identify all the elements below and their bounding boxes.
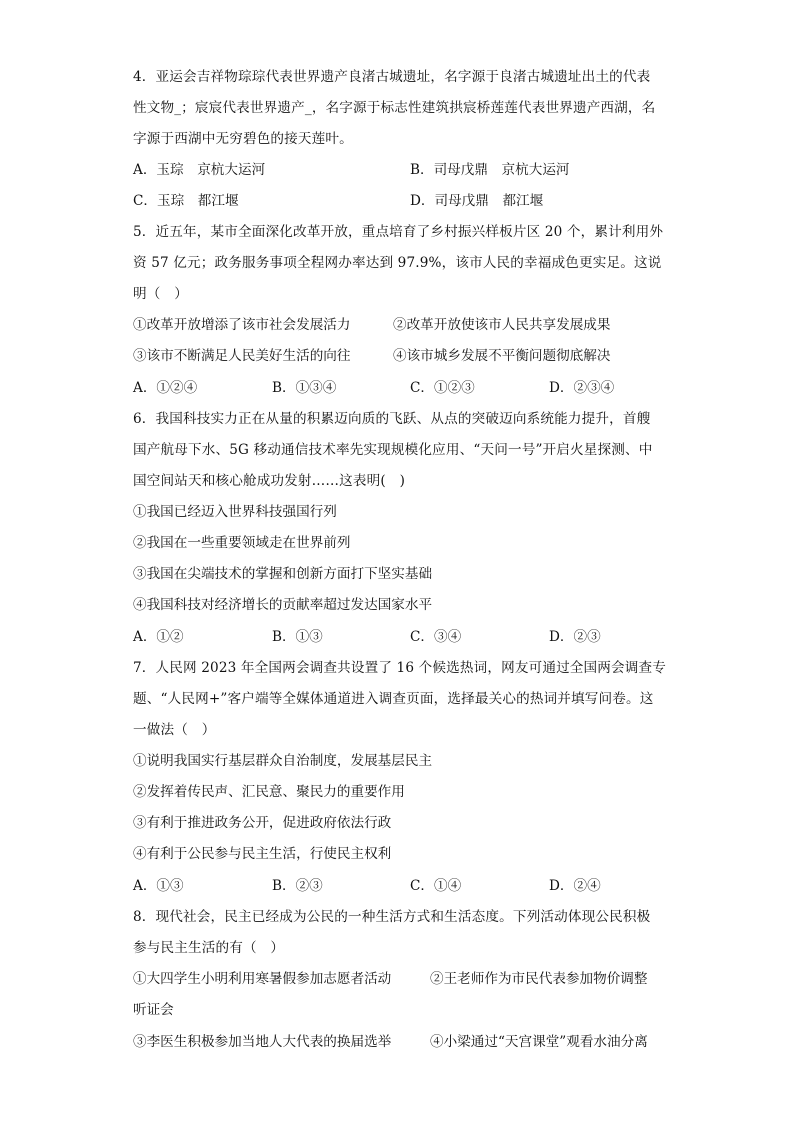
q8-statement-2: ②王老师作为市民代表参加物价调整 bbox=[430, 971, 648, 987]
q5-option-a[interactable]: A．①②④ bbox=[133, 380, 198, 396]
q4-option-b[interactable]: B．司母戊鼎 京杭大运河 bbox=[410, 162, 570, 178]
q6-stem-line-1: 6．我国科技实力正在从量的积累迈向质的飞跃、从点的突破迈向系统能力提升，首艘 bbox=[133, 411, 651, 427]
q6-option-c[interactable]: C．③④ bbox=[410, 629, 462, 645]
q5-statement-1: ①改革开放增添了该市社会发展活力 bbox=[133, 317, 351, 333]
q5-option-b[interactable]: B．①③④ bbox=[272, 380, 337, 396]
q7-statement-3: ③有利于推进政务公开，促进政府依法行政 bbox=[133, 815, 392, 831]
q7-statement-1: ①说明我国实行基层群众自治制度，发展基层民主 bbox=[133, 753, 433, 769]
q7-option-d[interactable]: D．②④ bbox=[549, 878, 601, 894]
q6-option-d[interactable]: D．②③ bbox=[549, 629, 601, 645]
q4-stem-line-2: 性文物_；宸宸代表世界遗产_，名字源于标志性建筑拱宸桥莲莲代表世界遗产西湖，名 bbox=[133, 100, 656, 116]
q5-stem-line-3: 明（ ） bbox=[133, 286, 188, 302]
q5-stem-line-1: 5．近五年，某市全面深化改革开放，重点培育了乡村振兴样板片区 20 个，累计利用外 bbox=[133, 224, 664, 240]
q5-statement-4: ④该市城乡发展不平衡问题彻底解决 bbox=[393, 348, 611, 364]
q8-stem-line-1: 8．现代社会，民主已经成为公民的一种生活方式和生活态度。下列活动体现公民积极 bbox=[133, 909, 651, 925]
q6-option-a[interactable]: A．①② bbox=[133, 629, 184, 645]
q5-option-d[interactable]: D．②③④ bbox=[549, 380, 615, 396]
q6-statement-4: ④我国科技对经济增长的贡献率超过发达国家水平 bbox=[133, 597, 433, 613]
q6-statement-2: ②我国在一些重要领域走在世界前列 bbox=[133, 535, 351, 551]
q8-stem-line-2: 参与民主生活的有（ ） bbox=[133, 940, 285, 956]
q8-statement-2-continued: 听证会 bbox=[133, 1002, 174, 1018]
q6-statement-3: ③我国在尖端技术的掌握和创新方面打下坚实基础 bbox=[133, 566, 433, 582]
q4-stem-line-3: 字源于西湖中无穷碧色的接天莲叶。 bbox=[133, 131, 353, 147]
q4-option-a[interactable]: A．玉琮 京杭大运河 bbox=[133, 162, 266, 178]
q7-statement-2: ②发挥着传民声、汇民意、聚民力的重要作用 bbox=[133, 784, 405, 800]
q8-statement-1: ①大四学生小明利用寒暑假参加志愿者活动 bbox=[133, 971, 392, 987]
q7-option-b[interactable]: B．②③ bbox=[272, 878, 323, 894]
q5-statement-2: ②改革开放使该市人民共享发展成果 bbox=[393, 317, 611, 333]
q4-option-c[interactable]: C．玉琮 都江堰 bbox=[133, 193, 239, 209]
q5-stem-line-2: 资 57 亿元；政务服务事项全程网办率达到 97.9%，该市人民的幸福成色更实足。这说 bbox=[133, 255, 662, 271]
q7-stem-line-1: 7．人民网 2023 年全国两会调查共设置了 16 个候选热词，网友可通过全国两会调查专 bbox=[133, 660, 667, 676]
q7-statement-4: ④有利于公民参与民主生活，行使民主权利 bbox=[133, 846, 392, 862]
q7-stem-line-2: 题、“人民网+”客户端等全媒体通道进入调查页面，选择最关心的热词并填写问卷。这 bbox=[133, 691, 654, 707]
q7-stem-line-3: 一做法（ ） bbox=[133, 722, 216, 738]
q5-statement-3: ③该市不断满足人民美好生活的向往 bbox=[133, 348, 351, 364]
q6-statement-1: ①我国已经迈入世界科技强国行列 bbox=[133, 504, 337, 520]
q4-option-d[interactable]: D．司母戊鼎 都江堰 bbox=[410, 193, 544, 209]
q4-stem-line-1: 4．亚运会吉祥物琮琮代表世界遗产良渚古城遗址，名字源于良渚古城遗址出土的代表 bbox=[133, 69, 651, 85]
q6-stem-line-3: 国空间站天和核心舱成功发射……这表明( ) bbox=[133, 473, 406, 489]
q7-option-a[interactable]: A．①③ bbox=[133, 878, 184, 894]
q6-option-b[interactable]: B．①③ bbox=[272, 629, 323, 645]
q8-statement-3: ③李医生积极参加当地人大代表的换届选举 bbox=[133, 1034, 392, 1050]
q7-option-c[interactable]: C．①④ bbox=[410, 878, 462, 894]
q8-statement-4: ④小梁通过“天宫课堂”观看水油分离 bbox=[430, 1034, 648, 1050]
q5-option-c[interactable]: C．①②③ bbox=[410, 380, 475, 396]
q6-stem-line-2: 国产航母下水、5G 移动通信技术率先实现规模化应用、“天问一号”开启火星探测、中 bbox=[133, 442, 653, 458]
